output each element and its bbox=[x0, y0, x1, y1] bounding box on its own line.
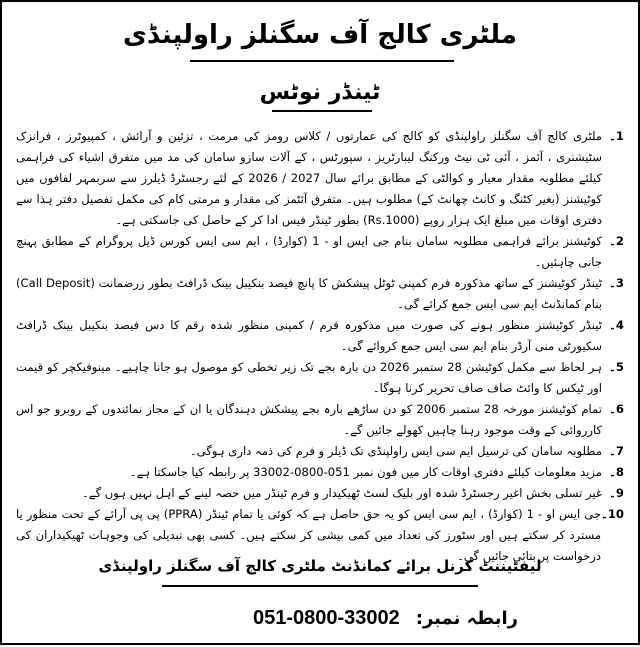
item-text: کوٹیشنز برائے فراہمی مطلوبہ سامان بنام جی ایس او - 1 (کوارڈ) ، ایم سی ایس کورس ڈیل پروگرام کے مطابق پہنچ جانی چاہئیں۔ bbox=[16, 234, 602, 269]
notice-items-list bbox=[16, 126, 624, 614]
item-text: ملٹری کالج آف سگنلز راولپنڈی کو کالج کی عمارتوں / کلاس رومز کی مرمت ، تزئین و آرائش ، کمپیوٹرز ، فرانزک سٹیشنری ، آئمز ، آئی ٹی نیٹ ورکنگ لیبارٹریز ، سپورٹس ، کے آلات سازو سامان کی مد میں متفرق اشیاء کی فراہمی کیلئے مطلوبہ مقدار معیار و کوالٹی کے مطابق برائے سال 2027 / 2026 کے لئے رجسٹرڈ ڈیلرز سے سربمہر لفافوں میں کوٹیشنز (بغیر کٹنگ و کانٹ چھانٹ کے) مطلوب ہیں۔ متفرق آئٹمز کی مقدار و مرمتی کام کی مکمل تفصیل دفتر ہذا سے دفتری اوقات میں مبلغ ایک ہزار روپے (Rs.1000) بطور ٹینڈر فیس ادا کر کے حاصل کی جاسکتی ہے۔ bbox=[16, 129, 603, 227]
page-title: ملٹری کالج آف سگنلز راولپنڈی bbox=[123, 20, 517, 50]
item-number: 2۔ bbox=[609, 234, 624, 248]
title-underline bbox=[190, 60, 454, 62]
list-item bbox=[16, 462, 624, 483]
item-text: ٹینڈر کوٹیشنز منظور ہونے کی صورت میں مذکورہ فرم / کمپنی منظور شدہ رقم کا دس فیصد بنکیبل بینک ڈرافٹ سکیورٹی منی آرڈر بنام ایم سی ایس جمع کروائے گی۔ bbox=[16, 318, 602, 353]
list-item bbox=[16, 357, 624, 399]
item-text: ٹینڈر کوٹیشنز کے ساتھ مذکورہ فرم کمپنی ٹوٹل پیشکش کا پانچ فیصد بنکیبل بینک ڈرافٹ بطور زرضمانت (Call Deposit) بنام کمانڈنٹ ایم سی ایس جمع کرائے گی۔ bbox=[16, 276, 603, 311]
list-item bbox=[16, 441, 624, 462]
list-item bbox=[16, 126, 624, 231]
list-item bbox=[16, 483, 624, 504]
list-item bbox=[16, 399, 624, 441]
contact-block bbox=[172, 607, 518, 630]
item-text: مطلوبہ سامان کی ترسیل ایم سی ایس راولپنڈی تک ڈیلر و فرم کی ذمہ داری ہوگی۔ bbox=[189, 444, 602, 458]
notice-footer bbox=[2, 551, 638, 647]
item-number: 3۔ bbox=[609, 276, 624, 290]
list-item bbox=[16, 231, 624, 273]
contact-phone: 051-0800-33002 bbox=[252, 607, 400, 629]
item-text: ہر لحاظ سے مکمل کوٹیشن 28 ستمبر 2026 دن بارہ بجے تک زیر تخطی کو موصول ہو جانا چاہیے۔ مینوفیکچر کو قیمت اور ٹیکس کا وائٹ صاف صاف تحریر کرنا ہوگا۔ bbox=[16, 360, 603, 395]
item-number: 4۔ bbox=[609, 318, 624, 332]
notice-subtitle: ٹینڈر نوٹس bbox=[259, 80, 381, 105]
item-number: 7۔ bbox=[609, 444, 624, 458]
item-text: جی ایس او - 1 (کوارڈ) ، ایم سی ایس کو یہ حق حاصل ہے کہ کوئی یا تمام ٹینڈر (PPRA) پی پی آرائے کے تحت منظور یا مسترد کر سکتے ہیں اور سٹورز کی تعداد میں کمی بیشی کر سکتے ہیں۔ کسی بھی تبدیلی کی وجوہات ٹھیکیداران کی درخواست پر بتائی جائیں گی۔ bbox=[16, 507, 602, 563]
item-text: مزید معلومات کیلئے دفتری اوقات کار میں فون نمبر 051-0800-33002 پر رابطہ کیا جاسکتا ہے۔ bbox=[129, 465, 602, 479]
list-item bbox=[16, 273, 624, 315]
item-text: غیر تسلی بخش اغیر رجسٹرڈ شدہ اور بلیک لسٹ ٹھیکیدار و فرم ٹینڈر میں حصہ لینے کے اہل نہیں ہوں گے۔ bbox=[81, 486, 602, 500]
item-number: 1۔ bbox=[609, 129, 624, 143]
signature-line: لیفٹیننٹ کرنل برائے کمانڈنٹ ملٹری کالج آف سگنلز راولپنڈی bbox=[98, 557, 542, 575]
contact-label: رابطہ نمبر: bbox=[415, 608, 518, 629]
item-number: 10۔ bbox=[601, 507, 624, 521]
item-number: 9۔ bbox=[609, 486, 624, 500]
item-number: 5۔ bbox=[609, 360, 624, 374]
item-text: تمام کوٹیشنز مورخہ 28 ستمبر 2006 کو دن ساڑھے بارہ بجے پیشکش دہندگان یا ان کے مجاز نمائندوں کے روبرو جو اس کارروائی کے وقت موجود رہنا چاہیں کھولے جائیں گے۔ bbox=[16, 402, 602, 437]
list-item bbox=[16, 315, 624, 357]
item-number: 6۔ bbox=[609, 402, 624, 416]
item-number: 8۔ bbox=[609, 465, 624, 479]
signature-underline bbox=[162, 585, 478, 587]
subtitle-underline bbox=[272, 110, 372, 112]
